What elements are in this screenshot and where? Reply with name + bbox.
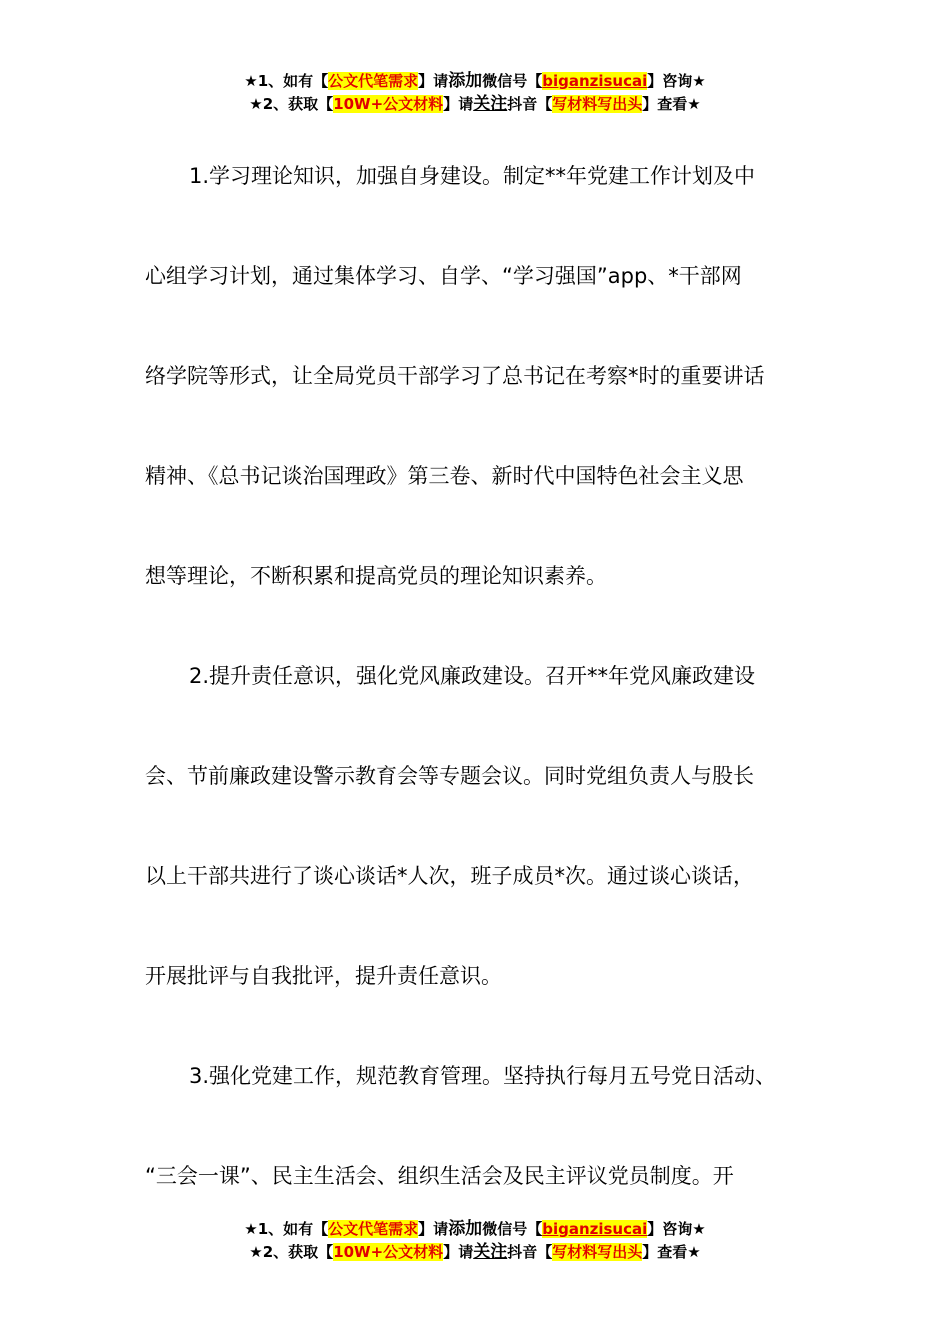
paragraph-2-line: 以上干部共进行了谈心谈话*人次，班子成员*次。通过谈心谈话， — [145, 864, 754, 888]
banner-line-2: ★2、获取【10W+公文材料】请关注抖音【写材料写出头】查看★ — [249, 94, 701, 114]
paragraph-3-line: 3.强化党建工作，规范教育管理。坚持执行每月五号党日活动、 — [189, 1064, 777, 1088]
document-body — [145, 126, 805, 1226]
highlight-ghostwriting: 公文代笔需求 — [328, 72, 419, 90]
paragraph-3-line: “三会一课”、民主生活会、组织生活会及民主评议党员制度。开 — [145, 1164, 734, 1188]
highlight-materials: 10W+公文材料 — [333, 95, 444, 113]
paragraph-2-line: 开展批评与自我批评，提升责任意识。 — [145, 964, 502, 988]
banner-line-1: ★1、如有【公文代笔需求】请添加微信号【biganzisucai】咨询★ — [244, 1219, 706, 1239]
paragraph-2-line: 2.提升责任意识，强化党风廉政建设。召开**年党风廉政建设 — [189, 664, 756, 688]
banner-line-1: ★1、如有【公文代笔需求】请添加微信号【biganzisucai】咨询★ — [244, 71, 706, 91]
paragraph-1-line: 精神、《总书记谈治国理政》第三卷、新时代中国特色社会主义思 — [145, 464, 744, 488]
paragraph-1-line: 络学院等形式，让全局党员干部学习了总书记在考察*时的重要讲话 — [145, 364, 765, 388]
wechat-id: biganzisucai — [542, 72, 648, 90]
wechat-id: biganzisucai — [542, 1220, 648, 1238]
top-banner — [0, 70, 950, 116]
douyin-account: 写材料写出头 — [552, 95, 643, 113]
paragraph-2-line: 会、节前廉政建设警示教育会等专题会议。同时党组负责人与股长 — [145, 764, 754, 788]
banner-line-2: ★2、获取【10W+公文材料】请关注抖音【写材料写出头】查看★ — [249, 1242, 701, 1262]
bottom-banner — [0, 1218, 950, 1264]
paragraph-1-line: 心组学习计划，通过集体学习、自学、“学习强国”app、*干部网 — [145, 264, 742, 288]
paragraph-1-line: 想等理论，不断积累和提高党员的理论知识素养。 — [145, 564, 607, 588]
paragraph-1-line: 1.学习理论知识，加强自身建设。制定**年党建工作计划及中 — [189, 164, 756, 188]
highlight-ghostwriting: 公文代笔需求 — [328, 1220, 419, 1238]
douyin-account: 写材料写出头 — [552, 1243, 643, 1261]
highlight-materials: 10W+公文材料 — [333, 1243, 444, 1261]
